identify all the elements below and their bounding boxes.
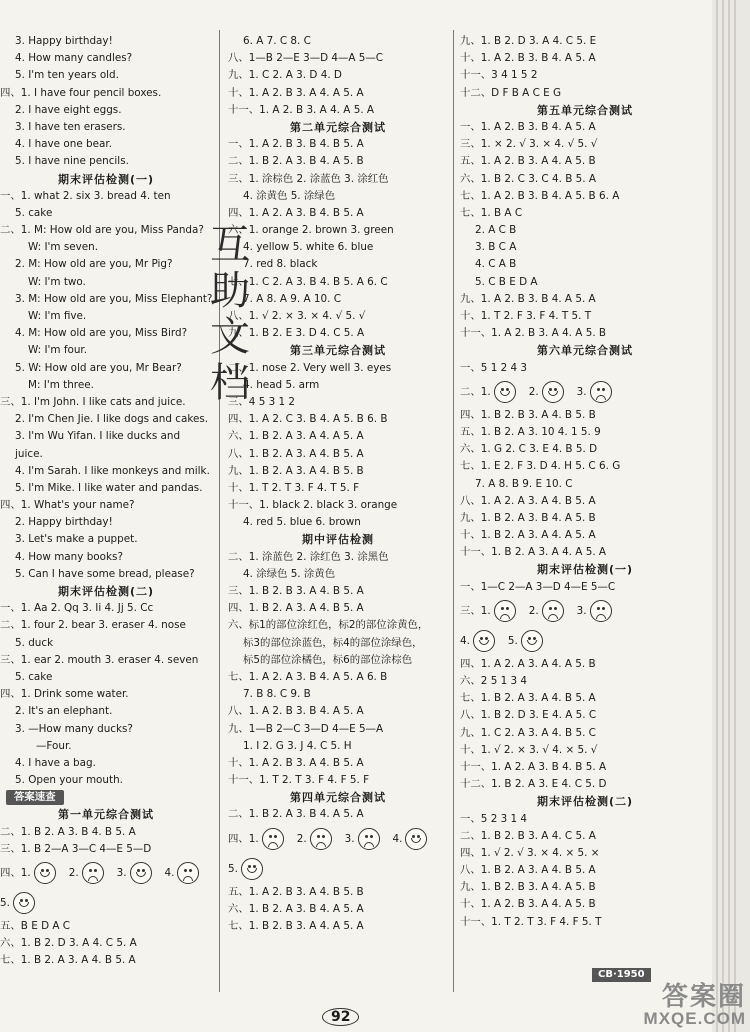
answer-label: 3. (116, 867, 127, 879)
answer-line: 四、1. Drink some water. (0, 688, 129, 701)
answer-line: 标3的部位涂蓝色，标4的部位涂绿色， (243, 636, 423, 649)
answer-label: 3. (344, 832, 355, 845)
answer-line: 5. I have nine pencils. (15, 155, 129, 168)
answer-line: 4. 涂绿色 5. 涂黄色 (243, 567, 336, 580)
sad-face-icon (590, 381, 612, 403)
answer-line: 九、1. B 2. B 3. A 4. A 5. B (460, 881, 596, 894)
answer-line: 二、1. B 2. B 3. A 4. C 5. A (460, 829, 596, 842)
answer-line: 十一、1. T 2. T 3. F 4. F 5. T (460, 915, 602, 928)
answer-line: 十、1. A 2. B 3. B 4. A 5. A (460, 52, 596, 65)
answer-line: M: I'm three. (28, 378, 94, 391)
face-answer-row (228, 854, 448, 884)
section-heading: 第二单元综合测试 (290, 120, 386, 134)
answer-line: 九、1. C 2. A 3. A 4. B 5. C (460, 726, 596, 739)
section-heading: 期末评估检测(二) (57, 585, 155, 598)
answer-line: 六、1. B 2. C 3. C 4. B 5. A (460, 172, 596, 185)
section-heading: 期中评估检测 (302, 533, 374, 547)
smiley-face-icon (521, 630, 543, 652)
watermark-url: MXQE.COM (643, 1009, 746, 1028)
answer-line: 四、1. What's your name? (0, 499, 135, 512)
answer-line: 十二、D F B A C E G (460, 86, 562, 99)
face-answer-row (0, 858, 212, 888)
answer-line: W: I'm five. (28, 310, 87, 322)
answer-line: W: I'm seven. (28, 241, 99, 254)
answer-line: 4. head 5. arm (243, 378, 320, 391)
answer-line: 4. yellow 5. white 6. blue (243, 241, 374, 254)
answer-line: 九、1. C 2. A 3. D 4. D (228, 69, 342, 82)
answer-line: 二、1. 涂蓝色 2. 涂红色 3. 涂黑色 (228, 550, 389, 563)
section-heading: 第一单元综合测试 (58, 808, 154, 822)
answer-line: 4. I have one bear. (15, 138, 112, 151)
face-answer-row (228, 824, 448, 854)
section-heading: 期末评估检测(一) (536, 563, 634, 577)
answer-label: 3. (576, 604, 587, 617)
answer-line: 4. How many candles? (15, 52, 133, 65)
answer-line: 九、1. B 2. A 3. B 4. A 5. B (460, 511, 596, 524)
answer-line: 4. I'm Sarah. I like monkeys and milk. (15, 464, 210, 477)
answer-line: 十、1. √ 2. × 3. √ 4. × 5. √ (460, 743, 598, 756)
answer-line: 1. I 2. G 3. J 4. C 5. H (243, 739, 352, 752)
sad-face-icon (82, 862, 104, 884)
answer-line: 四、1. B 2. A 3. A 4. B 5. A (228, 602, 364, 615)
series-code: CB·1950 (592, 968, 651, 982)
answer-line: 九、1—B 2—C 3—D 4—E 5—A (228, 722, 384, 735)
section-banner-label: 答案速查 (6, 790, 64, 805)
answer-line: 4. M: How old are you, Miss Bird? (15, 327, 188, 340)
answer-line: 七、1. A 2. B 3. B 4. A 5. B 6. A (460, 189, 620, 202)
answer-line: W: I'm four. (28, 344, 88, 357)
answer-line: W: I'm two. (28, 275, 86, 288)
answer-line: 六、1. B 2. D 3. A 4. C 5. A (0, 937, 137, 950)
smiley-face-icon (130, 862, 152, 884)
section-heading: 第四单元综合测试 (290, 791, 386, 805)
handwritten-note: 互助文档 (210, 222, 250, 406)
answer-line: 八、1. A 2. B 3. B 4. A 5. A (228, 705, 364, 718)
answer-line: 3. I have ten erasers. (15, 120, 126, 133)
answer-line: 三、1. B 2—A 3—C 4—E 5—D (0, 842, 152, 855)
answer-label: 三、1. (460, 604, 491, 617)
answer-line: 3. Let's make a puppet. (15, 533, 138, 546)
answer-label: 5. (228, 862, 238, 875)
smiley-face-icon (34, 862, 56, 884)
answer-line: 十一、1. A 2. A 3. B 4. B 5. A (460, 760, 607, 773)
column-divider (453, 30, 454, 992)
answer-line: 四、1. I have four pencil boxes. (0, 86, 162, 99)
section-heading: 期末评估检测(一) (57, 172, 155, 186)
answer-line: 八、1. B 2. A 3. A 4. B 5. A (228, 447, 364, 460)
answer-line: 2. A C B (475, 224, 517, 237)
answer-line: 4. How many books? (15, 550, 123, 563)
sad-face-icon (590, 600, 612, 622)
answer-line: 4. 涂黄色 5. 涂绿色 (243, 189, 336, 202)
answer-line: 三、1. I'm John. I like cats and juice. (0, 395, 186, 408)
sad-face-icon (542, 600, 564, 622)
answer-label: 4. (164, 867, 175, 879)
answer-line: 二、1. M: How old are you, Miss Panda? (0, 224, 204, 237)
answer-line: 十一、1. T 2. T 3. F 4. F 5. F (228, 774, 370, 787)
smiley-face-icon (13, 892, 35, 914)
answer-line: 九、1. A 2. B 3. B 4. A 5. A (460, 292, 596, 305)
answer-line: 八、1—B 2—E 3—D 4—A 5—C (228, 52, 384, 65)
answer-line: 7. red 8. black (243, 258, 318, 271)
sad-face-icon (262, 828, 284, 850)
answer-line: 3. M: How old are you, Miss Elephant? (15, 292, 213, 305)
section-heading: 第三单元综合测试 (290, 344, 386, 358)
answer-line: 三、1. × 2. √ 3. × 4. √ 5. √ (460, 138, 598, 151)
smiley-face-icon (542, 381, 564, 403)
section-heading: 期末评估检测(二) (536, 795, 634, 809)
answer-line: 6. A 7. C 8. C (243, 35, 311, 47)
column-left (0, 33, 212, 970)
column-divider (219, 30, 220, 992)
answer-line: 六、1. G 2. C 3. E 4. B 5. D (460, 443, 598, 456)
answer-line: 九、1. B 2. D 3. A 4. C 5. E (460, 35, 597, 47)
answer-line: 十、1. T 2. T 3. F 4. T 5. F (228, 481, 360, 494)
answer-line: 十二、1. B 2. A 3. E 4. C 5. D (460, 778, 607, 791)
answer-line: 二、1. B 2. A 3. B 4. A 5. B (228, 155, 364, 168)
answer-line: 三、1. B 2. B 3. A 4. B 5. A (228, 585, 364, 597)
answer-line: 五、1. A 2. B 3. A 4. B 5. B (228, 885, 364, 898)
answer-line: 5. C B E D A (475, 275, 538, 288)
watermark-title: 答案圈 (661, 981, 746, 1011)
answer-line: 十一、1. black 2. black 3. orange (228, 499, 398, 512)
answer-line: 一、5 1 2 4 3 (460, 361, 528, 374)
answer-line: 3. —How many ducks? (15, 722, 133, 735)
answer-line: 5. duck (15, 636, 54, 649)
answer-line: 十、1. A 2. B 3. A 4. A 5. B (460, 898, 596, 911)
answer-line: 七、1. B A C (460, 206, 523, 219)
answer-line: 一、5 2 3 1 4 (460, 812, 528, 825)
answer-line: 2. It's an elephant. (15, 705, 113, 718)
answer-line: 二、1. nose 2. Very well 3. eyes (228, 361, 392, 374)
answer-line: 十、1. A 2. B 3. A 4. B 5. A (228, 756, 364, 769)
answer-line: 5. cake (15, 670, 53, 683)
answer-line: 标5的部位涂橘色，标6的部位涂棕色 (243, 653, 413, 666)
answer-line: 5. Can I have some bread, please? (15, 567, 195, 580)
face-answer-row (0, 888, 212, 918)
answer-line: —Four. (36, 739, 72, 752)
answer-line: 十一、1. A 2. B 3. A 4. A 5. A (228, 103, 375, 116)
answer-line: 4. I have a bag. (15, 756, 96, 769)
answer-line: 3. I'm Wu Yifan. I like ducks and (15, 430, 181, 443)
answer-line: 5. W: How old are you, Mr Bear? (15, 361, 182, 374)
answer-line: 十、1. T 2. F 3. F 4. T 5. T (460, 310, 592, 322)
answer-line: 六、2 5 1 3 4 (460, 675, 528, 687)
sad-face-icon (177, 862, 199, 884)
answer-line: 2. I have eight eggs. (15, 103, 122, 116)
answer-line: 一、1. what 2. six 3. bread 4. ten (0, 189, 171, 202)
answer-line: 二、1. four 2. bear 3. eraser 4. nose (0, 619, 186, 632)
answer-line: 4. red 5. blue 6. brown (243, 516, 361, 529)
answer-line: 2. M: How old are you, Mr Pig? (15, 258, 173, 271)
answer-line: 三、1. ear 2. mouth 3. eraser 4. seven (0, 653, 199, 666)
answer-line: 七、1. E 2. F 3. D 4. H 5. C 6. G (460, 460, 621, 473)
answer-label: 2. (528, 604, 539, 617)
answer-line: 4. C A B (475, 258, 517, 271)
answer-line: 7. B 8. C 9. B (243, 688, 311, 701)
answer-line: 十、1. B 2. A 3. A 4. A 5. A (460, 529, 596, 542)
answer-line: 七、1. C 2. A 3. B 4. B 5. A 6. C (228, 275, 388, 288)
answer-line: 十、1. A 2. B 3. A 4. A 5. A (228, 86, 364, 99)
answer-line: 八、1. A 2. A 3. A 4. B 5. A (460, 494, 596, 507)
answer-line: 五、1. A 2. B 3. A 4. A 5. B (460, 155, 596, 168)
answer-line: 九、1. B 2. E 3. D 4. C 5. A (228, 327, 365, 340)
answer-label: 5. (0, 897, 10, 909)
section-banner (0, 789, 212, 806)
answer-line: 7. A 8. B 9. E 10. C (475, 477, 573, 490)
answer-line: 四、1. √ 2. √ 3. × 4. × 5. × (460, 846, 600, 859)
smiley-face-icon (494, 381, 516, 403)
answer-line: 3. Happy birthday! (15, 35, 113, 47)
answer-label: 3. (576, 385, 587, 398)
answer-line: 5. cake (15, 206, 53, 219)
answer-line: 八、1. B 2. A 3. A 4. B 5. A (460, 864, 596, 877)
answer-line: 3. B C A (475, 241, 517, 254)
answer-line: 四、1. A 2. A 3. A 4. A 5. B (460, 657, 596, 670)
sad-face-icon (358, 828, 380, 850)
answer-line: 一、1. A 2. B 3. B 4. B 5. A (228, 138, 364, 151)
answer-label: 4. (460, 634, 470, 647)
answer-line: 二、1. B 2. A 3. B 4. A 5. A (228, 808, 364, 821)
answer-line: 5. I'm ten years old. (15, 69, 119, 82)
answer-line: 七、1. B 2. B 3. A 4. A 5. A (228, 920, 364, 932)
watermark (644, 982, 746, 1028)
answer-label: 二、1. (460, 385, 491, 398)
answer-line: juice. (15, 447, 43, 460)
answer-line: 二、1. B 2. A 3. B 4. B 5. A (0, 825, 136, 838)
answer-line: 四、1. B 2. B 3. A 4. B 5. B (460, 408, 596, 421)
answer-line: 2. I'm Chen Jie. I like dogs and cakes. (15, 413, 209, 426)
face-answer-row (460, 596, 710, 626)
answer-label: 5. (507, 634, 518, 647)
smiley-face-icon (241, 858, 263, 880)
answer-line: 九、1. B 2. A 3. A 4. B 5. B (228, 464, 364, 477)
answer-line: 十一、3 4 1 5 2 (460, 69, 538, 82)
answer-line: 六、1. orange 2. brown 3. green (228, 224, 394, 237)
answer-label: 4. (392, 832, 403, 845)
answer-label: 2. (528, 385, 539, 398)
answer-line: 5. I'm Mike. I like water and pandas. (15, 481, 203, 494)
answer-line: 四、1. A 2. A 3. B 4. B 5. A (228, 206, 364, 219)
answer-line: 一、1—C 2—A 3—D 4—E 5—C (460, 580, 616, 593)
sad-face-icon (310, 828, 332, 850)
answer-line: 五、1. B 2. A 3. 10 4. 1 5. 9 (460, 425, 601, 438)
smiley-face-icon (473, 630, 495, 652)
page-number: 92 (322, 1008, 359, 1026)
answer-line: 7. A 8. A 9. A 10. C (243, 292, 341, 305)
answer-line: 六、1. B 2. A 3. A 4. A 5. A (228, 430, 364, 443)
answer-line: 七、1. A 2. A 3. B 4. A 5. A 6. B (228, 670, 388, 683)
answer-label: 2. (68, 867, 79, 879)
answer-line: 三、1. 涂棕色 2. 涂蓝色 3. 涂红色 (228, 172, 389, 185)
answer-line: 一、1. Aa 2. Qq 3. Ii 4. Jj 5. Cc (0, 602, 154, 615)
answer-line: 五、B E D A C (0, 920, 71, 932)
answer-line: 一、1. A 2. B 3. B 4. A 5. A (460, 120, 596, 133)
face-answer-row (460, 626, 710, 656)
answer-line: 2. Happy birthday! (15, 516, 113, 529)
answer-line: 六、1. B 2. A 3. B 4. A 5. A (228, 902, 364, 915)
answer-line: 六、标1的部位涂红色，标2的部位涂黄色， (228, 619, 429, 632)
column-right (460, 33, 710, 931)
column-middle (228, 33, 448, 935)
section-heading: 第五单元综合测试 (537, 103, 633, 117)
answer-line: 5. Open your mouth. (15, 774, 123, 787)
answer-line: 七、1. B 2. A 3. A 4. B 5. A (0, 954, 136, 967)
answer-line: 八、1. √ 2. × 3. × 4. √ 5. √ (228, 310, 366, 322)
answer-label: 2. (296, 832, 307, 845)
answer-line: 七、1. B 2. A 3. A 4. B 5. A (460, 692, 596, 705)
smiley-face-icon (405, 828, 427, 850)
face-answer-row (460, 377, 710, 407)
answer-label: 四、1. (228, 832, 259, 845)
sad-face-icon (494, 600, 516, 622)
answer-line: 十一、1. B 2. A 3. A 4. A 5. A (460, 546, 607, 559)
answer-line: 八、1. B 2. D 3. E 4. A 5. C (460, 709, 597, 722)
section-heading: 第六单元综合测试 (537, 344, 633, 358)
answer-line: 四、1. A 2. C 3. B 4. A 5. B 6. B (228, 413, 388, 426)
answer-label: 四、1. (0, 867, 31, 879)
answer-line: 十一、1. A 2. B 3. A 4. A 5. B (460, 327, 607, 340)
answer-line: 三、4 5 3 1 2 (228, 395, 296, 408)
